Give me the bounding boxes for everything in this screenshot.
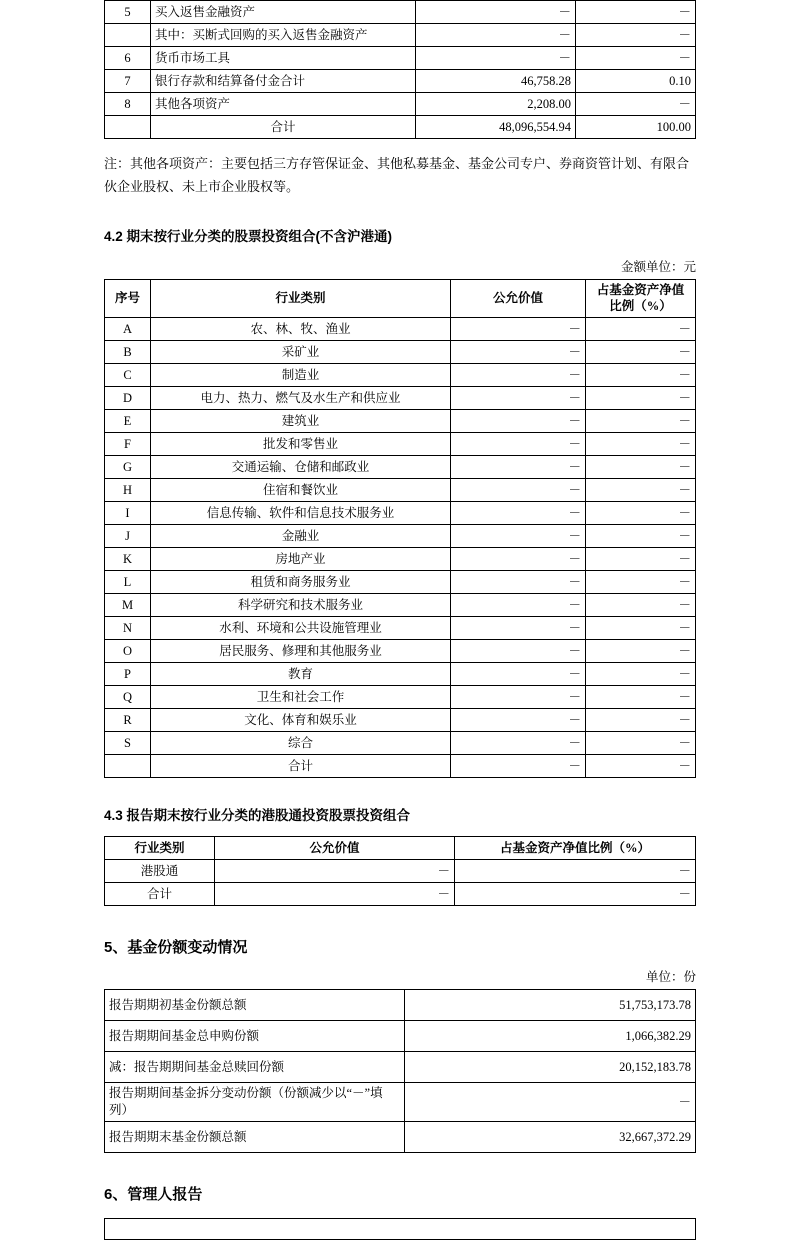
- row-pct: －: [586, 594, 696, 617]
- row-value: －: [451, 617, 586, 640]
- table-row: [105, 990, 696, 1021]
- row-industry: 住宿和餐饮业: [151, 479, 451, 502]
- row-label: 报告期期间基金拆分变动份额（份额减少以“－”填列）: [105, 1083, 405, 1122]
- table-header-row: [105, 837, 696, 860]
- row-no: M: [105, 594, 151, 617]
- row-value: －: [451, 663, 586, 686]
- header-pct: 占基金资产净值比例（%）: [455, 837, 696, 860]
- row-no: 8: [105, 93, 151, 116]
- table-row: [105, 70, 696, 93]
- row-industry: 居民服务、修理和其他服务业: [151, 640, 451, 663]
- table-row: [105, 410, 696, 433]
- row-label: 报告期期末基金份额总额: [105, 1122, 405, 1153]
- header-value: 公允价值: [451, 279, 586, 318]
- hk-stock-connect-table: [104, 836, 696, 906]
- row-industry: 合计: [151, 755, 451, 778]
- row-value: －: [451, 709, 586, 732]
- row-pct: －: [586, 525, 696, 548]
- row-industry: 教育: [151, 663, 451, 686]
- row-pct: 100.00: [576, 116, 696, 139]
- industry-stock-header: [105, 279, 696, 318]
- row-industry: 电力、热力、燃气及水生产和供应业: [151, 387, 451, 410]
- row-industry: 制造业: [151, 364, 451, 387]
- row-no: 5: [105, 1, 151, 24]
- row-no: [105, 116, 151, 139]
- header-industry: 行业类别: [151, 279, 451, 318]
- row-pct: －: [586, 617, 696, 640]
- row-pct: －: [586, 364, 696, 387]
- row-value: －: [451, 686, 586, 709]
- table-row: [105, 1, 696, 24]
- row-industry: 水利、环境和公共设施管理业: [151, 617, 451, 640]
- row-pct: －: [576, 1, 696, 24]
- row-no: 7: [105, 70, 151, 93]
- row-no: O: [105, 640, 151, 663]
- row-amount: －: [416, 47, 576, 70]
- header-no: 序号: [105, 279, 151, 318]
- row-pct: －: [586, 548, 696, 571]
- row-value: －: [451, 433, 586, 456]
- row-name: 货币市场工具: [151, 47, 416, 70]
- section-6-title: 6、管理人报告: [104, 1186, 203, 1203]
- table-header-row: [105, 279, 696, 318]
- row-industry: 批发和零售业: [151, 433, 451, 456]
- row-label: 报告期期间基金总申购份额: [105, 1021, 405, 1052]
- row-industry: 信息传输、软件和信息技术服务业: [151, 502, 451, 525]
- row-no: N: [105, 617, 151, 640]
- row-value: －: [405, 1083, 696, 1122]
- industry-stock-table: [104, 279, 696, 779]
- row-pct: －: [586, 571, 696, 594]
- row-name: 合计: [151, 116, 416, 139]
- row-no: E: [105, 410, 151, 433]
- row-pct: －: [455, 860, 696, 883]
- row-industry: 农、林、牧、渔业: [151, 318, 451, 341]
- row-pct: －: [586, 732, 696, 755]
- header-pct: [586, 279, 696, 318]
- row-pct: －: [586, 502, 696, 525]
- row-pct: －: [586, 318, 696, 341]
- table-row: [105, 93, 696, 116]
- row-value: 32,667,372.29: [405, 1122, 696, 1153]
- row-industry: 港股通: [105, 860, 215, 883]
- table-row: [105, 433, 696, 456]
- table-row: [105, 663, 696, 686]
- row-value: －: [451, 456, 586, 479]
- table-row: [105, 594, 696, 617]
- section-4-2-title: 4.2 期末按行业分类的股票投资组合(不含沪港通): [104, 228, 393, 244]
- row-no: J: [105, 525, 151, 548]
- table-row: [105, 47, 696, 70]
- row-pct: －: [586, 640, 696, 663]
- row-industry: 卫生和社会工作: [151, 686, 451, 709]
- table-row: [105, 686, 696, 709]
- header-pct-line1: 占基金资产净值: [596, 282, 685, 297]
- row-name: 其中：买断式回购的买入返售金融资产: [151, 24, 416, 47]
- row-value: －: [451, 571, 586, 594]
- row-industry: 科学研究和技术服务业: [151, 594, 451, 617]
- row-industry: 建筑业: [151, 410, 451, 433]
- header-value: 公允价值: [215, 837, 455, 860]
- row-industry: 合计: [105, 883, 215, 906]
- row-pct: －: [586, 479, 696, 502]
- section-4-3-title: 4.3 报告期末按行业分类的港股通投资股票投资组合: [104, 808, 411, 824]
- section-5-title: 5、基金份额变动情况: [104, 939, 248, 957]
- row-value: －: [451, 548, 586, 571]
- row-pct: －: [455, 883, 696, 906]
- row-pct: －: [586, 410, 696, 433]
- row-no: L: [105, 571, 151, 594]
- row-no: H: [105, 479, 151, 502]
- table-row: [105, 525, 696, 548]
- row-value: －: [451, 479, 586, 502]
- row-pct: 0.10: [576, 70, 696, 93]
- row-pct: －: [586, 755, 696, 778]
- row-pct: －: [586, 456, 696, 479]
- row-industry: 采矿业: [151, 341, 451, 364]
- row-no: 6: [105, 47, 151, 70]
- table-row: [105, 116, 696, 139]
- row-name: 银行存款和结算备付金合计: [151, 70, 416, 93]
- asset-allocation-table: [104, 0, 696, 139]
- section-6-empty-box: [104, 1218, 696, 1240]
- table-row: [105, 755, 696, 778]
- table-row: [105, 617, 696, 640]
- table-row: [105, 640, 696, 663]
- row-no: Q: [105, 686, 151, 709]
- table-row: [105, 387, 696, 410]
- row-pct: －: [586, 686, 696, 709]
- row-pct: －: [576, 47, 696, 70]
- header-pct-line2: 比例（%）: [609, 299, 672, 314]
- row-no: G: [105, 456, 151, 479]
- row-value: －: [215, 860, 455, 883]
- table-row: [105, 24, 696, 47]
- row-amount: －: [416, 24, 576, 47]
- row-value: －: [451, 594, 586, 617]
- row-value: －: [451, 318, 586, 341]
- row-industry: 综合: [151, 732, 451, 755]
- row-no: R: [105, 709, 151, 732]
- row-no: [105, 24, 151, 47]
- row-amount: 48,096,554.94: [416, 116, 576, 139]
- table-row: [105, 1021, 696, 1052]
- row-value: －: [451, 755, 586, 778]
- row-no: [105, 755, 151, 778]
- row-amount: －: [416, 1, 576, 24]
- row-no: I: [105, 502, 151, 525]
- table-row: [105, 709, 696, 732]
- row-name: 买入返售金融资产: [151, 1, 416, 24]
- row-value: 1,066,382.29: [405, 1021, 696, 1052]
- row-name: 其他各项资产: [151, 93, 416, 116]
- header-industry: 行业类别: [105, 837, 215, 860]
- row-amount: 2,208.00: [416, 93, 576, 116]
- table-row: [105, 364, 696, 387]
- row-value: 51,753,173.78: [405, 990, 696, 1021]
- table-row: [105, 548, 696, 571]
- row-pct: －: [576, 24, 696, 47]
- row-value: －: [451, 364, 586, 387]
- row-pct: －: [586, 433, 696, 456]
- table-row: [105, 883, 696, 906]
- row-no: K: [105, 548, 151, 571]
- row-no: B: [105, 341, 151, 364]
- table-row: [105, 479, 696, 502]
- row-value: －: [451, 640, 586, 663]
- industry-stock-body: [105, 318, 696, 778]
- row-no: P: [105, 663, 151, 686]
- table-row: [105, 318, 696, 341]
- table-row: [105, 571, 696, 594]
- row-pct: －: [586, 387, 696, 410]
- hk-table-header: [105, 837, 696, 860]
- row-pct: －: [586, 663, 696, 686]
- row-industry: 金融业: [151, 525, 451, 548]
- table-row: [105, 860, 696, 883]
- row-no: S: [105, 732, 151, 755]
- row-pct: －: [586, 709, 696, 732]
- table-row: [105, 732, 696, 755]
- row-pct: －: [576, 93, 696, 116]
- row-value: －: [451, 732, 586, 755]
- row-value: －: [215, 883, 455, 906]
- row-amount: 46,758.28: [416, 70, 576, 93]
- row-value: －: [451, 525, 586, 548]
- row-value: －: [451, 502, 586, 525]
- section-4-2-unit: 金额单位：元: [620, 259, 696, 274]
- table-row: [105, 456, 696, 479]
- asset-table-note: 注：其他各项资产：主要包括三方存管保证金、其他私募基金、基金公司专户、券商资管计划、有限合伙企业股权、未上市企业股权等。: [104, 156, 690, 194]
- row-industry: 房地产业: [151, 548, 451, 571]
- section-5-unit: 单位：份: [645, 970, 696, 985]
- row-value: －: [451, 387, 586, 410]
- row-industry: 文化、体育和娱乐业: [151, 709, 451, 732]
- fund-share-change-table: [104, 989, 696, 1153]
- fund-share-change-body: [105, 990, 696, 1153]
- row-pct: －: [586, 341, 696, 364]
- row-no: C: [105, 364, 151, 387]
- table-row: [105, 502, 696, 525]
- row-no: D: [105, 387, 151, 410]
- row-industry: 交通运输、仓储和邮政业: [151, 456, 451, 479]
- table-row: [105, 1122, 696, 1153]
- row-no: A: [105, 318, 151, 341]
- table-row: [105, 1083, 696, 1122]
- table-row: [105, 1052, 696, 1083]
- row-label: 报告期期初基金份额总额: [105, 990, 405, 1021]
- row-value: －: [451, 341, 586, 364]
- asset-allocation-body: [105, 1, 696, 139]
- hk-table-body: [105, 860, 696, 906]
- row-value: 20,152,183.78: [405, 1052, 696, 1083]
- row-no: F: [105, 433, 151, 456]
- row-industry: 租赁和商务服务业: [151, 571, 451, 594]
- table-row: [105, 341, 696, 364]
- row-value: －: [451, 410, 586, 433]
- row-label: 减：报告期期间基金总赎回份额: [105, 1052, 405, 1083]
